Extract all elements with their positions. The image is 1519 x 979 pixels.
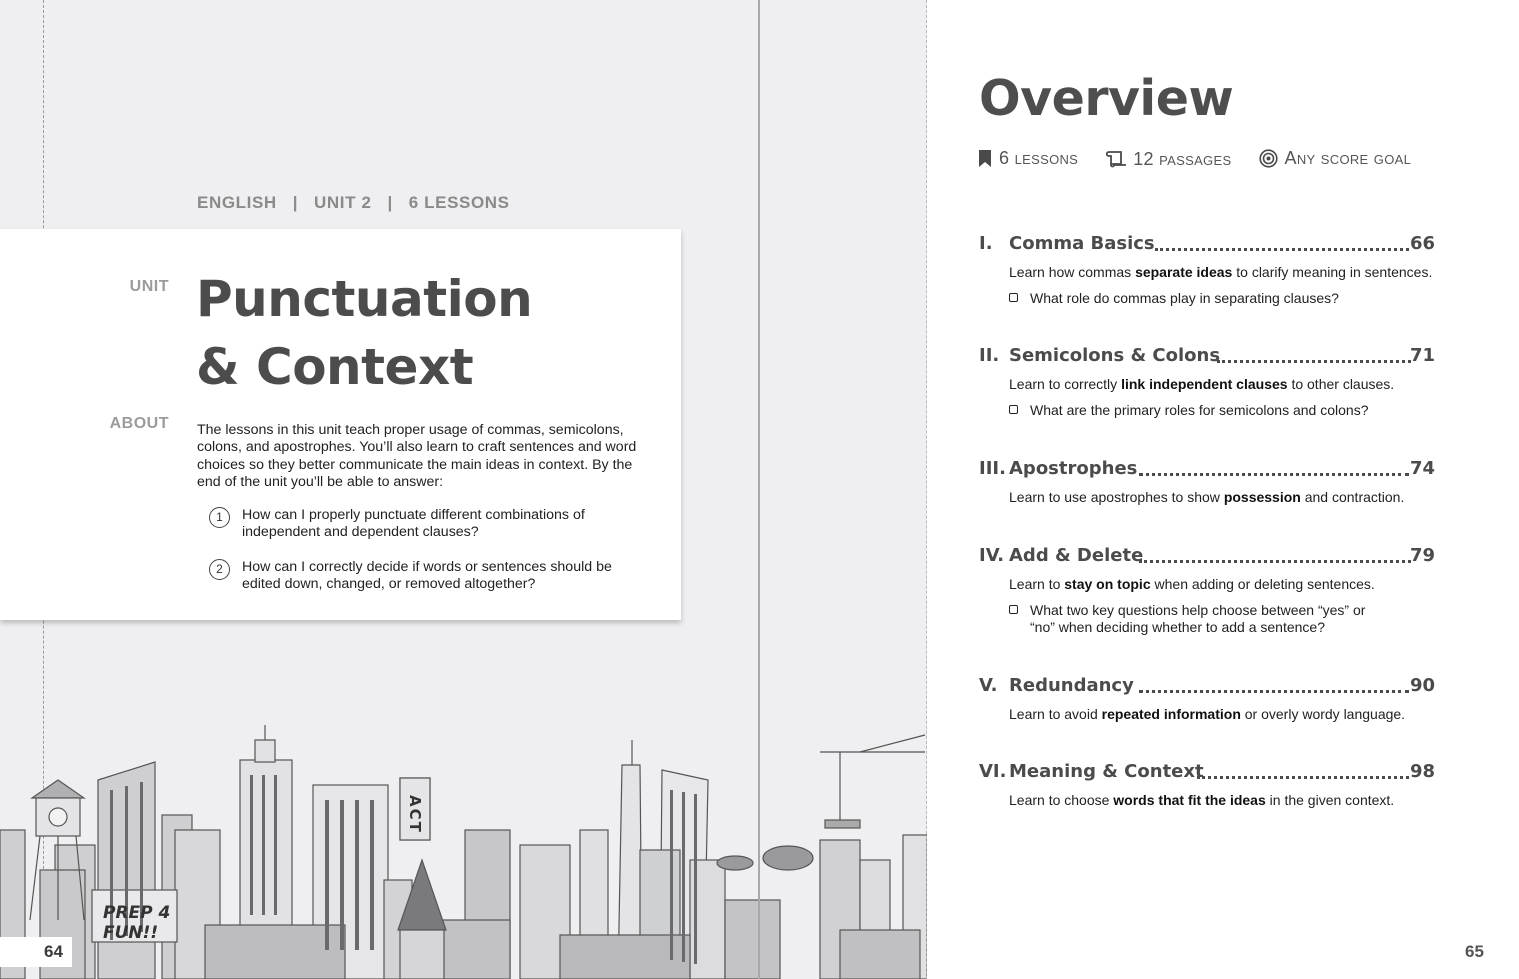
overview-title: Overview xyxy=(979,70,1234,127)
toc-page-number: 71 xyxy=(1409,345,1435,366)
toc-lesson-title: Redundancy xyxy=(1009,675,1134,696)
toc-entry xyxy=(979,545,1439,645)
page-number-left-text: 64 xyxy=(44,942,63,961)
toc-question: What two key questions help choose between “yes” or “no” when deciding whether to add a sentence? xyxy=(1030,602,1370,636)
toc-roman: VI. xyxy=(979,761,1007,782)
question-number-badge: 1 xyxy=(209,507,230,528)
toc-roman: I. xyxy=(979,233,993,254)
checkbox-icon xyxy=(1009,605,1018,614)
city-skyline-illustration xyxy=(0,720,927,979)
toc-page-number: 98 xyxy=(1409,761,1435,782)
toc-page-number: 79 xyxy=(1409,545,1435,566)
target-icon xyxy=(1259,149,1278,168)
overview-meta-row xyxy=(978,148,1433,172)
breadcrumb: ENGLISH | UNIT 2 | 6 LESSONS xyxy=(197,193,510,212)
toc-page-number: 90 xyxy=(1409,675,1435,696)
toc-entry xyxy=(979,675,1439,735)
toc-roman: IV. xyxy=(979,545,1005,566)
toc-dot-leader xyxy=(1155,248,1409,251)
toc-entry xyxy=(979,458,1439,518)
toc-description: Learn to stay on topic when adding or deleting sentences. xyxy=(1009,576,1375,592)
passages-count: 12 passages xyxy=(1105,149,1231,170)
bookmark-icon xyxy=(978,149,992,168)
toc-dot-leader xyxy=(1217,360,1411,363)
unit-card xyxy=(0,229,681,620)
about-text: The lessons in this unit teach proper usage of commas, semicolons, colons, and apostrophes. You’ll also learn to craft sentences and word choices so they better communicate the main ideas in context. By the end of the unit you’ll be able to answer: xyxy=(197,422,637,491)
question-text: How can I correctly decide if words or sentences should be edited down, changed, or removed altogether? xyxy=(242,559,612,593)
toc-lesson-title: Apostrophes xyxy=(1009,458,1138,479)
score-goal: Any score goal xyxy=(1259,148,1412,169)
toc-roman: III. xyxy=(979,458,1006,479)
toc-lesson-title: Add & Delete xyxy=(1009,545,1144,566)
unit-title-line1: Punctuation xyxy=(196,270,533,328)
toc-description: Learn to use apostrophes to show possession and contraction. xyxy=(1009,489,1405,505)
toc-roman: II. xyxy=(979,345,1000,366)
billboard-line2: FUN!! xyxy=(103,923,159,943)
toc-lesson-title: Semicolons & Colons xyxy=(1009,345,1221,366)
about-label: ABOUT xyxy=(109,415,169,432)
billboard-line1: PREP 4 xyxy=(103,903,171,923)
toc-description: Learn to choose words that fit the ideas in the given context. xyxy=(1009,792,1395,808)
question-number-badge: 2 xyxy=(209,559,230,580)
page-number-right: 65 xyxy=(1465,942,1484,961)
toc-dot-leader xyxy=(1139,560,1411,563)
page-number-left xyxy=(0,937,72,967)
toc-question: What are the primary roles for semicolons and colons? xyxy=(1030,402,1410,419)
gutter-line xyxy=(758,0,760,979)
toc-entry xyxy=(979,233,1439,313)
toc-lesson-title: Comma Basics xyxy=(1009,233,1155,254)
right-page xyxy=(927,0,1519,979)
checkbox-icon xyxy=(1009,293,1018,302)
toc-entry xyxy=(979,345,1439,425)
toc-page-number: 74 xyxy=(1409,458,1435,479)
toc-entry xyxy=(979,761,1439,821)
checkbox-icon xyxy=(1009,405,1018,414)
toc-dot-leader xyxy=(1139,473,1409,476)
scroll-icon xyxy=(1105,150,1126,168)
toc-dot-leader xyxy=(1197,776,1409,779)
toc-description: Learn to correctly link independent clauses to other clauses. xyxy=(1009,376,1395,392)
toc-question: What role do commas play in separating clauses? xyxy=(1030,290,1410,307)
unit-label: UNIT xyxy=(129,278,169,295)
toc-page-number: 66 xyxy=(1409,233,1435,254)
question-text: How can I properly punctuate different combinations of independent and dependent clauses? xyxy=(242,507,585,541)
lessons-count: 6 lessons xyxy=(978,148,1078,169)
toc-description: Learn to avoid repeated information or overly wordy language. xyxy=(1009,706,1406,722)
toc-roman: V. xyxy=(979,675,998,696)
toc-description: Learn how commas separate ideas to clarify meaning in sentences. xyxy=(1009,264,1433,280)
toc-lesson-title: Meaning & Context xyxy=(1009,761,1204,782)
toc-dot-leader xyxy=(1139,690,1409,693)
act-sign: ACT xyxy=(406,795,424,834)
unit-title-line2: & Context xyxy=(196,338,474,396)
